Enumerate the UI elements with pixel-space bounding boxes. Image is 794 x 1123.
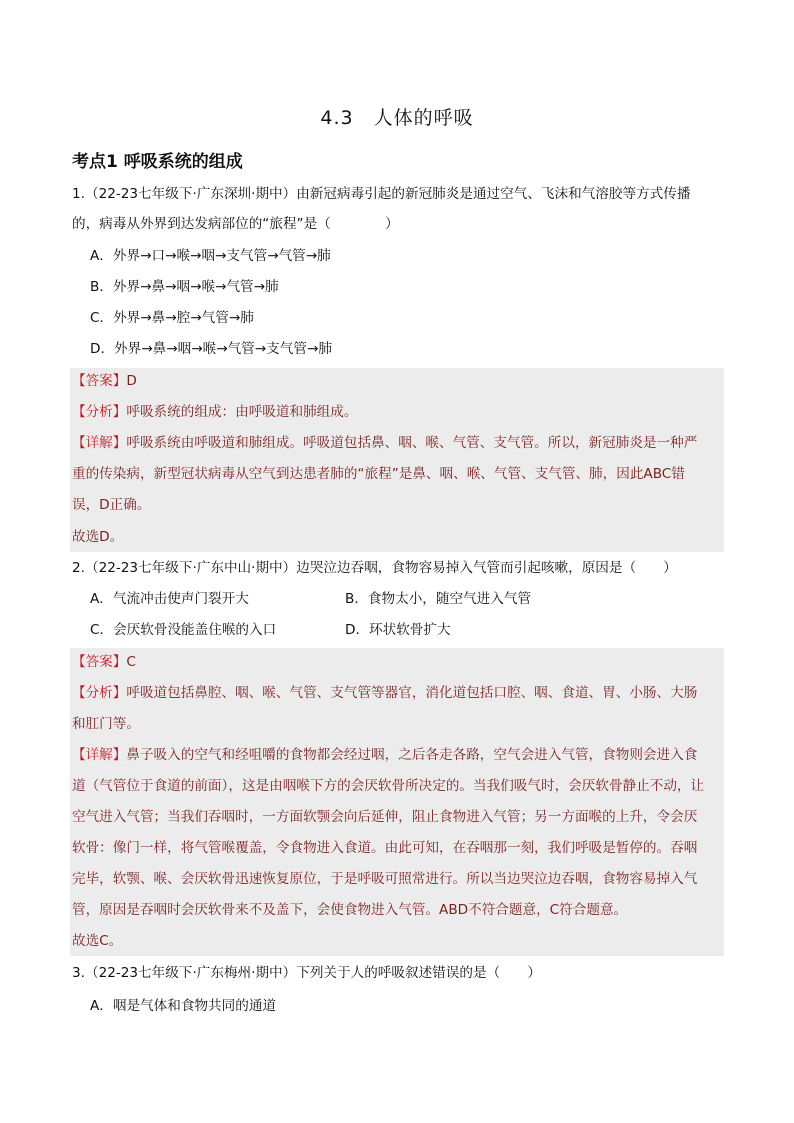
q2-option-a: A．气流冲击使声门裂开大 xyxy=(90,591,249,607)
page-title: 4.3 人体的呼吸 xyxy=(320,107,474,129)
q2-detail-line3: 空气进入气管；当我们吞咽时，一方面软颚会向后延伸，阻止食物进入气管；另一方面喉的上升，令会厌 xyxy=(72,809,698,825)
q1-detail-line1 xyxy=(72,432,697,454)
answer-tag: 【答案】 xyxy=(72,373,127,389)
section-heading: 考点1 呼吸系统的组成 xyxy=(72,152,243,172)
q1-stem-line2: 的，病毒从外界到达发病部位的“旅程”是（ ） xyxy=(72,216,399,232)
q1-analysis xyxy=(72,401,357,423)
q2-analysis-line2: 和肛门等。 xyxy=(72,716,140,732)
analysis-tag: 【分析】 xyxy=(72,685,127,701)
detail-tag: 【详解】 xyxy=(72,435,127,451)
q2-detail-line1 xyxy=(72,744,697,766)
detail-tag: 【详解】 xyxy=(72,747,127,763)
detail-text: 呼吸系统由呼吸道和肺组成。呼吸道包括鼻、咽、喉、气管、支气管。所以，新冠肺炎是一种严 xyxy=(126,435,698,451)
q3-option-a: A．咽是气体和食物共同的通道 xyxy=(90,998,277,1014)
analysis-tag: 【分析】 xyxy=(72,404,127,420)
q2-detail-line4: 软骨：像门一样，将气管喉覆盖，令食物进入食道。由此可知，在吞咽那一刻，我们呼吸是暂停的。吞咽 xyxy=(72,840,698,856)
q2-analysis-line1 xyxy=(72,682,697,704)
q2-detail-line2: 道（气管位于食道的前面），这是由咽喉下方的会厌软骨所决定的。当我们吸气时，会厌软骨静止不动，让 xyxy=(72,778,705,794)
q2-detail-line5: 完毕，软颚、喉、会厌软骨迅速恢复原位，于是呼吸可照常进行。所以当边哭泣边吞咽，食物容易掉入气 xyxy=(72,871,698,887)
answer-value: C xyxy=(126,654,136,670)
q1-option-c: C．外界→鼻→腔→气管→肺 xyxy=(90,310,254,326)
q1-option-a: A．外界→口→喉→咽→支气管→气管→肺 xyxy=(90,248,331,264)
analysis-text: 呼吸系统的组成：由呼吸道和肺组成。 xyxy=(126,404,358,420)
q1-option-d: D．外界→鼻→咽→喉→气管→支气管→肺 xyxy=(90,341,332,357)
q1-answer-block xyxy=(70,368,724,552)
q2-option-c: C．会厌软骨没能盖住喉的入口 xyxy=(90,622,277,638)
q1-conclusion: 故选D。 xyxy=(72,529,124,545)
answer-value: D xyxy=(126,373,137,389)
q2-option-b: B．食物太小，随空气进入气管 xyxy=(345,591,532,607)
q1-answer xyxy=(72,370,137,392)
q1-option-b: B．外界→鼻→咽→喉→气管→肺 xyxy=(90,279,279,295)
q2-stem: 2.（22-23七年级下·广东中山·期中）边哭泣边吞咽，食物容易掉入气管而引起咳嗽，原因是（ ） xyxy=(72,560,677,576)
q1-detail-line3: 误，D正确。 xyxy=(72,497,151,513)
detail-text: 鼻子吸入的空气和经咀嚼的食物都会经过咽，之后各走各路，空气会进入气管，食物则会进入食 xyxy=(126,747,698,763)
q2-answer xyxy=(72,651,136,673)
analysis-text: 呼吸道包括鼻腔、咽、喉、气管、支气管等器官，消化道包括口腔、咽、食道、胃、小肠、大肠 xyxy=(126,685,698,701)
q2-detail-line6: 管，原因是吞咽时会厌软骨来不及盖下，会使食物进入气管。ABD不符合题意，C符合题意。 xyxy=(72,902,628,918)
q1-stem-line1: 1.（22-23七年级下·广东深圳·期中）由新冠病毒引起的新冠肺炎是通过空气、飞沫和气溶胶等方式传播 xyxy=(72,186,691,202)
q3-stem: 3.（22-23七年级下·广东梅州·期中）下列关于人的呼吸叙述错误的是（ ） xyxy=(72,965,541,981)
q2-conclusion: 故选C。 xyxy=(72,933,123,949)
q1-detail-line2: 重的传染病，新型冠状病毒从空气到达患者肺的“旅程”是鼻、咽、喉、气管、支气管、肺，因此ABC错 xyxy=(72,466,685,482)
answer-tag: 【答案】 xyxy=(72,654,127,670)
q2-option-d: D．环状软骨扩大 xyxy=(345,622,451,638)
